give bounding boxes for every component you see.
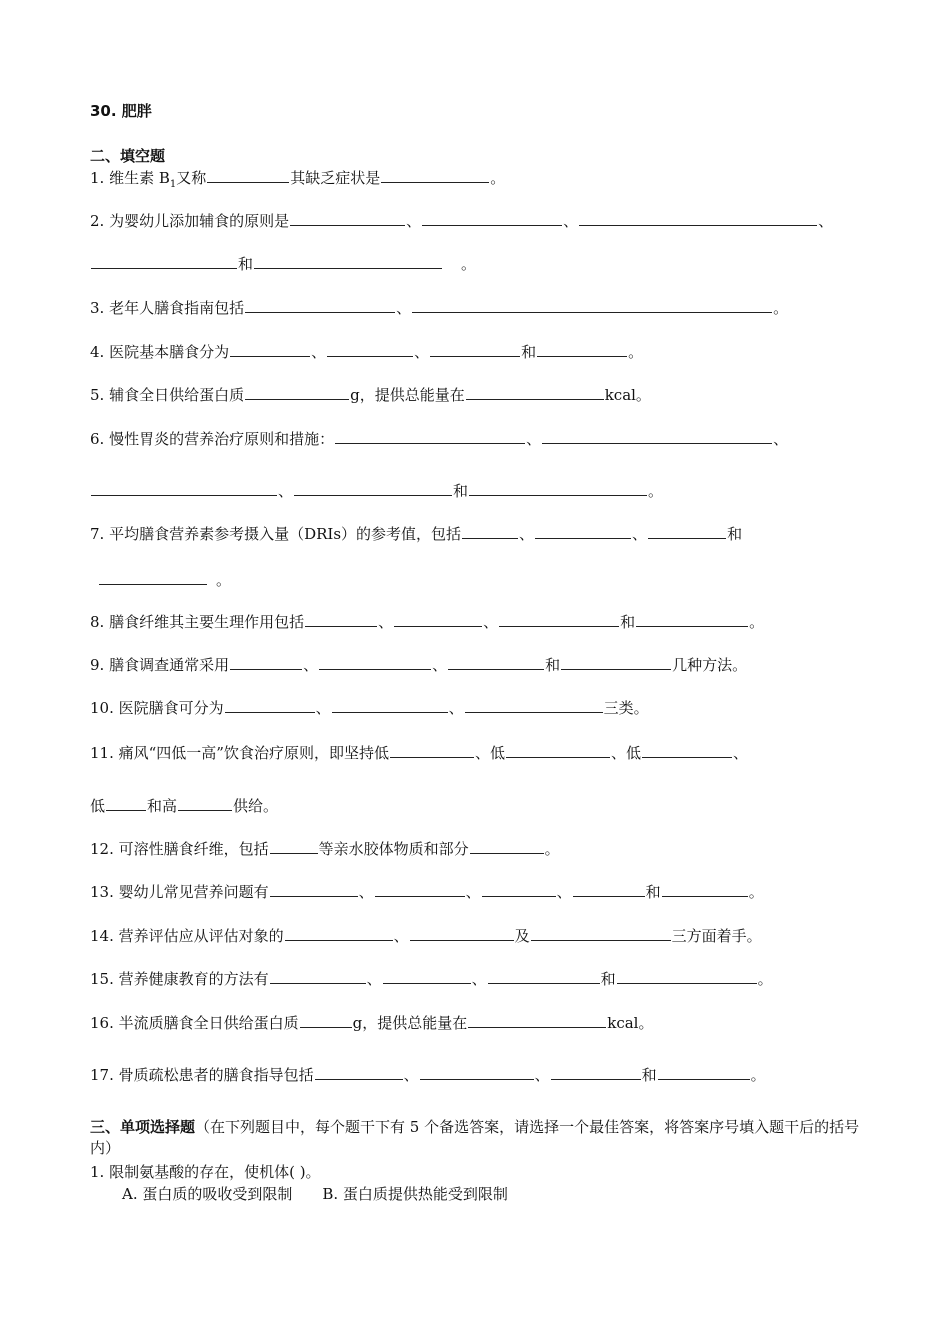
q17-sep: 、 bbox=[403, 1066, 419, 1084]
q15-sep: 、 bbox=[471, 970, 487, 988]
question-12 bbox=[90, 839, 560, 859]
answer-blank[interactable] bbox=[383, 969, 471, 984]
q6-sep: 、 bbox=[773, 430, 789, 448]
answer-blank[interactable] bbox=[470, 839, 544, 854]
answer-blank[interactable] bbox=[99, 570, 207, 585]
q11-sep: 、 bbox=[733, 744, 749, 762]
q4-and: 和 bbox=[521, 343, 537, 361]
question-16 bbox=[90, 1013, 653, 1033]
q7-sep: 、 bbox=[519, 525, 535, 543]
q2-sep: 、 bbox=[563, 212, 579, 230]
question-11-cont bbox=[90, 796, 278, 816]
answer-blank[interactable] bbox=[91, 481, 277, 496]
answer-blank[interactable] bbox=[412, 298, 772, 313]
item-30: 30. 肥胖 bbox=[90, 102, 152, 120]
answer-blank[interactable] bbox=[335, 429, 525, 444]
answer-blank[interactable] bbox=[381, 168, 489, 183]
answer-blank[interactable] bbox=[542, 429, 772, 444]
question-13 bbox=[90, 882, 764, 902]
answer-blank[interactable] bbox=[390, 743, 474, 758]
answer-blank[interactable] bbox=[230, 655, 302, 670]
q12-end: 。 bbox=[544, 840, 560, 858]
q17-and: 和 bbox=[641, 1066, 657, 1084]
q6-sep: 、 bbox=[526, 430, 542, 448]
answer-blank[interactable] bbox=[375, 882, 465, 897]
q11-low: 低 bbox=[90, 797, 106, 815]
q1-text-b: 又称 bbox=[176, 169, 207, 187]
q14-sep: 、 bbox=[393, 927, 409, 945]
answer-blank[interactable] bbox=[178, 796, 232, 811]
question-7-cont bbox=[98, 570, 231, 590]
answer-blank[interactable] bbox=[499, 612, 619, 627]
q17-text: 17. 骨质疏松患者的膳食指导包括 bbox=[90, 1066, 314, 1084]
answer-blank[interactable] bbox=[270, 839, 318, 854]
q13-sep: 、 bbox=[358, 883, 374, 901]
answer-blank[interactable] bbox=[430, 342, 520, 357]
q7-text: 7. 平均膳食营养素参考摄入量（DRIs）的参考值，包括 bbox=[90, 525, 462, 543]
q8-end: 。 bbox=[749, 613, 765, 631]
answer-blank[interactable] bbox=[469, 481, 647, 496]
answer-blank[interactable] bbox=[551, 1065, 641, 1080]
q14-text: 14. 营养评估应从评估对象的 bbox=[90, 927, 284, 945]
q10-end: 三类。 bbox=[603, 699, 649, 717]
q9-sep: 、 bbox=[303, 656, 319, 674]
question-3 bbox=[90, 298, 788, 318]
answer-blank[interactable] bbox=[468, 1013, 606, 1028]
q12-text-b: 等亲水胶体物质和部分 bbox=[318, 840, 469, 858]
answer-blank[interactable] bbox=[254, 254, 442, 269]
answer-blank[interactable] bbox=[662, 882, 748, 897]
q17-end: 。 bbox=[750, 1066, 766, 1084]
q9-sep: 、 bbox=[432, 656, 448, 674]
answer-blank[interactable] bbox=[225, 698, 315, 713]
answer-blank[interactable] bbox=[648, 524, 726, 539]
question-6 bbox=[90, 429, 788, 449]
q4-text: 4. 医院基本膳食分为 bbox=[90, 343, 230, 361]
answer-blank[interactable] bbox=[300, 1013, 352, 1028]
answer-blank[interactable] bbox=[230, 342, 310, 357]
mc-question-1-options bbox=[122, 1184, 508, 1204]
q4-end: 。 bbox=[628, 343, 644, 361]
q8-sep: 、 bbox=[378, 613, 394, 631]
answer-blank[interactable] bbox=[448, 655, 544, 670]
q11-text: 11. 痛风“四低一高”饮食治疗原则，即坚持低 bbox=[90, 744, 389, 762]
question-17 bbox=[90, 1065, 766, 1085]
q7-end: 。 bbox=[216, 571, 232, 589]
option-b[interactable]: B. 蛋白质提供热能受到限制 bbox=[322, 1185, 508, 1203]
q13-sep: 、 bbox=[556, 883, 572, 901]
q8-and: 和 bbox=[620, 613, 636, 631]
answer-blank[interactable] bbox=[270, 882, 358, 897]
question-9 bbox=[90, 655, 747, 675]
answer-blank[interactable] bbox=[332, 698, 448, 713]
answer-blank[interactable] bbox=[636, 612, 748, 627]
answer-blank[interactable] bbox=[465, 698, 603, 713]
answer-blank[interactable] bbox=[394, 612, 482, 627]
q6-text: 6. 慢性胃炎的营养治疗原则和措施： bbox=[90, 430, 335, 448]
question-14 bbox=[90, 926, 762, 946]
answer-blank[interactable] bbox=[420, 1065, 534, 1080]
q7-sep: 、 bbox=[632, 525, 648, 543]
question-4 bbox=[90, 342, 643, 362]
answer-blank[interactable] bbox=[410, 926, 514, 941]
answer-blank[interactable] bbox=[482, 882, 556, 897]
answer-blank[interactable] bbox=[535, 524, 631, 539]
answer-blank[interactable] bbox=[462, 524, 518, 539]
mc-question-1: 1. 限制氨基酸的存在，使机体( )。 bbox=[90, 1163, 321, 1181]
question-7 bbox=[90, 524, 742, 544]
question-10 bbox=[90, 698, 649, 718]
q14-end: 三方面着手。 bbox=[671, 927, 762, 945]
answer-blank[interactable] bbox=[106, 796, 146, 811]
q9-text: 9. 膳食调查通常采用 bbox=[90, 656, 230, 674]
q9-and: 和 bbox=[545, 656, 561, 674]
answer-blank[interactable] bbox=[466, 385, 604, 400]
q10-sep: 、 bbox=[448, 699, 464, 717]
q13-and: 和 bbox=[645, 883, 661, 901]
q10-sep: 、 bbox=[315, 699, 331, 717]
q10-text: 10. 医院膳食可分为 bbox=[90, 699, 224, 717]
answer-blank[interactable] bbox=[561, 655, 671, 670]
q2-end: 。 bbox=[461, 255, 477, 273]
answer-blank[interactable] bbox=[579, 211, 817, 226]
q11-sep: 、低 bbox=[474, 744, 505, 762]
answer-blank[interactable] bbox=[270, 969, 366, 984]
question-1 bbox=[90, 168, 505, 195]
section-fill-blank-title: 二、填空题 bbox=[90, 147, 166, 165]
q13-end: 。 bbox=[748, 883, 764, 901]
q9-end: 几种方法。 bbox=[672, 656, 748, 674]
q17-sep: 、 bbox=[534, 1066, 550, 1084]
answer-blank[interactable] bbox=[506, 743, 610, 758]
question-8 bbox=[90, 612, 764, 632]
q14-and: 及 bbox=[514, 927, 530, 945]
q4-sep: 、 bbox=[311, 343, 327, 361]
answer-blank[interactable] bbox=[531, 926, 671, 941]
q1-sub: 1 bbox=[169, 179, 177, 190]
answer-blank[interactable] bbox=[245, 385, 349, 400]
q2-and: 和 bbox=[238, 255, 254, 273]
answer-blank[interactable] bbox=[290, 211, 405, 226]
q3-end: 。 bbox=[773, 299, 789, 317]
q16-text-b: g，提供总能量在 bbox=[352, 1014, 468, 1032]
section-single-choice bbox=[90, 1117, 880, 1159]
answer-blank[interactable] bbox=[658, 1065, 750, 1080]
q8-text: 8. 膳食纤维其主要生理作用包括 bbox=[90, 613, 305, 631]
answer-blank[interactable] bbox=[245, 298, 395, 313]
answer-blank[interactable] bbox=[285, 926, 393, 941]
question-11 bbox=[90, 743, 748, 763]
q15-and: 和 bbox=[600, 970, 616, 988]
q8-sep: 、 bbox=[483, 613, 499, 631]
q13-text: 13. 婴幼儿常见营养问题有 bbox=[90, 883, 269, 901]
q3-text: 3. 老年人膳食指南包括 bbox=[90, 299, 245, 317]
q15-text: 15. 营养健康教育的方法有 bbox=[90, 970, 269, 988]
section-single-choice-title: 三、单项选择题 bbox=[90, 1118, 196, 1136]
q3-sep: 、 bbox=[396, 299, 412, 317]
q1-text-c: 其缺乏症状是 bbox=[290, 169, 381, 187]
q15-sep: 、 bbox=[366, 970, 382, 988]
q2-text: 2. 为婴幼儿添加辅食的原则是 bbox=[90, 212, 290, 230]
q11-and-high: 和高 bbox=[147, 797, 178, 815]
q5-text-c: kcal。 bbox=[604, 386, 651, 404]
q5-text-b: g，提供总能量在 bbox=[350, 386, 465, 404]
answer-blank[interactable] bbox=[327, 342, 413, 357]
q2-sep: 、 bbox=[406, 212, 422, 230]
answer-blank[interactable] bbox=[488, 969, 600, 984]
answer-blank[interactable] bbox=[573, 882, 645, 897]
q12-text: 12. 可溶性膳食纤维，包括 bbox=[90, 840, 269, 858]
q5-text: 5. 辅食全日供给蛋白质 bbox=[90, 386, 245, 404]
question-5 bbox=[90, 385, 651, 405]
q1-end: 。 bbox=[490, 169, 506, 187]
q16-text: 16. 半流质膳食全日供给蛋白质 bbox=[90, 1014, 299, 1032]
option-a[interactable]: A. 蛋白质的吸收受到限制 bbox=[122, 1185, 293, 1203]
q2-sep: 、 bbox=[818, 212, 834, 230]
answer-blank[interactable] bbox=[642, 743, 732, 758]
answer-blank[interactable] bbox=[305, 612, 377, 627]
answer-blank[interactable] bbox=[617, 969, 757, 984]
q6-sep: 、 bbox=[278, 482, 294, 500]
q4-sep: 、 bbox=[414, 343, 430, 361]
q6-end: 。 bbox=[648, 482, 664, 500]
q11-sep: 、低 bbox=[610, 744, 641, 762]
answer-blank[interactable] bbox=[422, 211, 562, 226]
answer-blank[interactable] bbox=[537, 342, 627, 357]
section-single-choice-note: （在下列题目中，每个题干下有 5 个备选答案，请选择一个最佳答案，将答案序号填入题干后的括号内） bbox=[90, 1118, 860, 1157]
answer-blank[interactable] bbox=[315, 1065, 403, 1080]
answer-blank[interactable] bbox=[207, 168, 289, 183]
question-2-cont bbox=[90, 254, 476, 274]
q16-text-c: kcal。 bbox=[607, 1014, 654, 1032]
answer-blank[interactable] bbox=[294, 481, 452, 496]
q7-and: 和 bbox=[727, 525, 743, 543]
answer-blank[interactable] bbox=[319, 655, 431, 670]
q11-end: 供给。 bbox=[233, 797, 279, 815]
question-15 bbox=[90, 969, 773, 989]
q15-end: 。 bbox=[757, 970, 773, 988]
question-6-cont bbox=[90, 481, 663, 501]
answer-blank[interactable] bbox=[91, 254, 237, 269]
q6-and: 和 bbox=[453, 482, 469, 500]
q13-sep: 、 bbox=[465, 883, 481, 901]
question-2 bbox=[90, 211, 833, 231]
q1-text: 1. 维生素 B bbox=[90, 169, 170, 187]
